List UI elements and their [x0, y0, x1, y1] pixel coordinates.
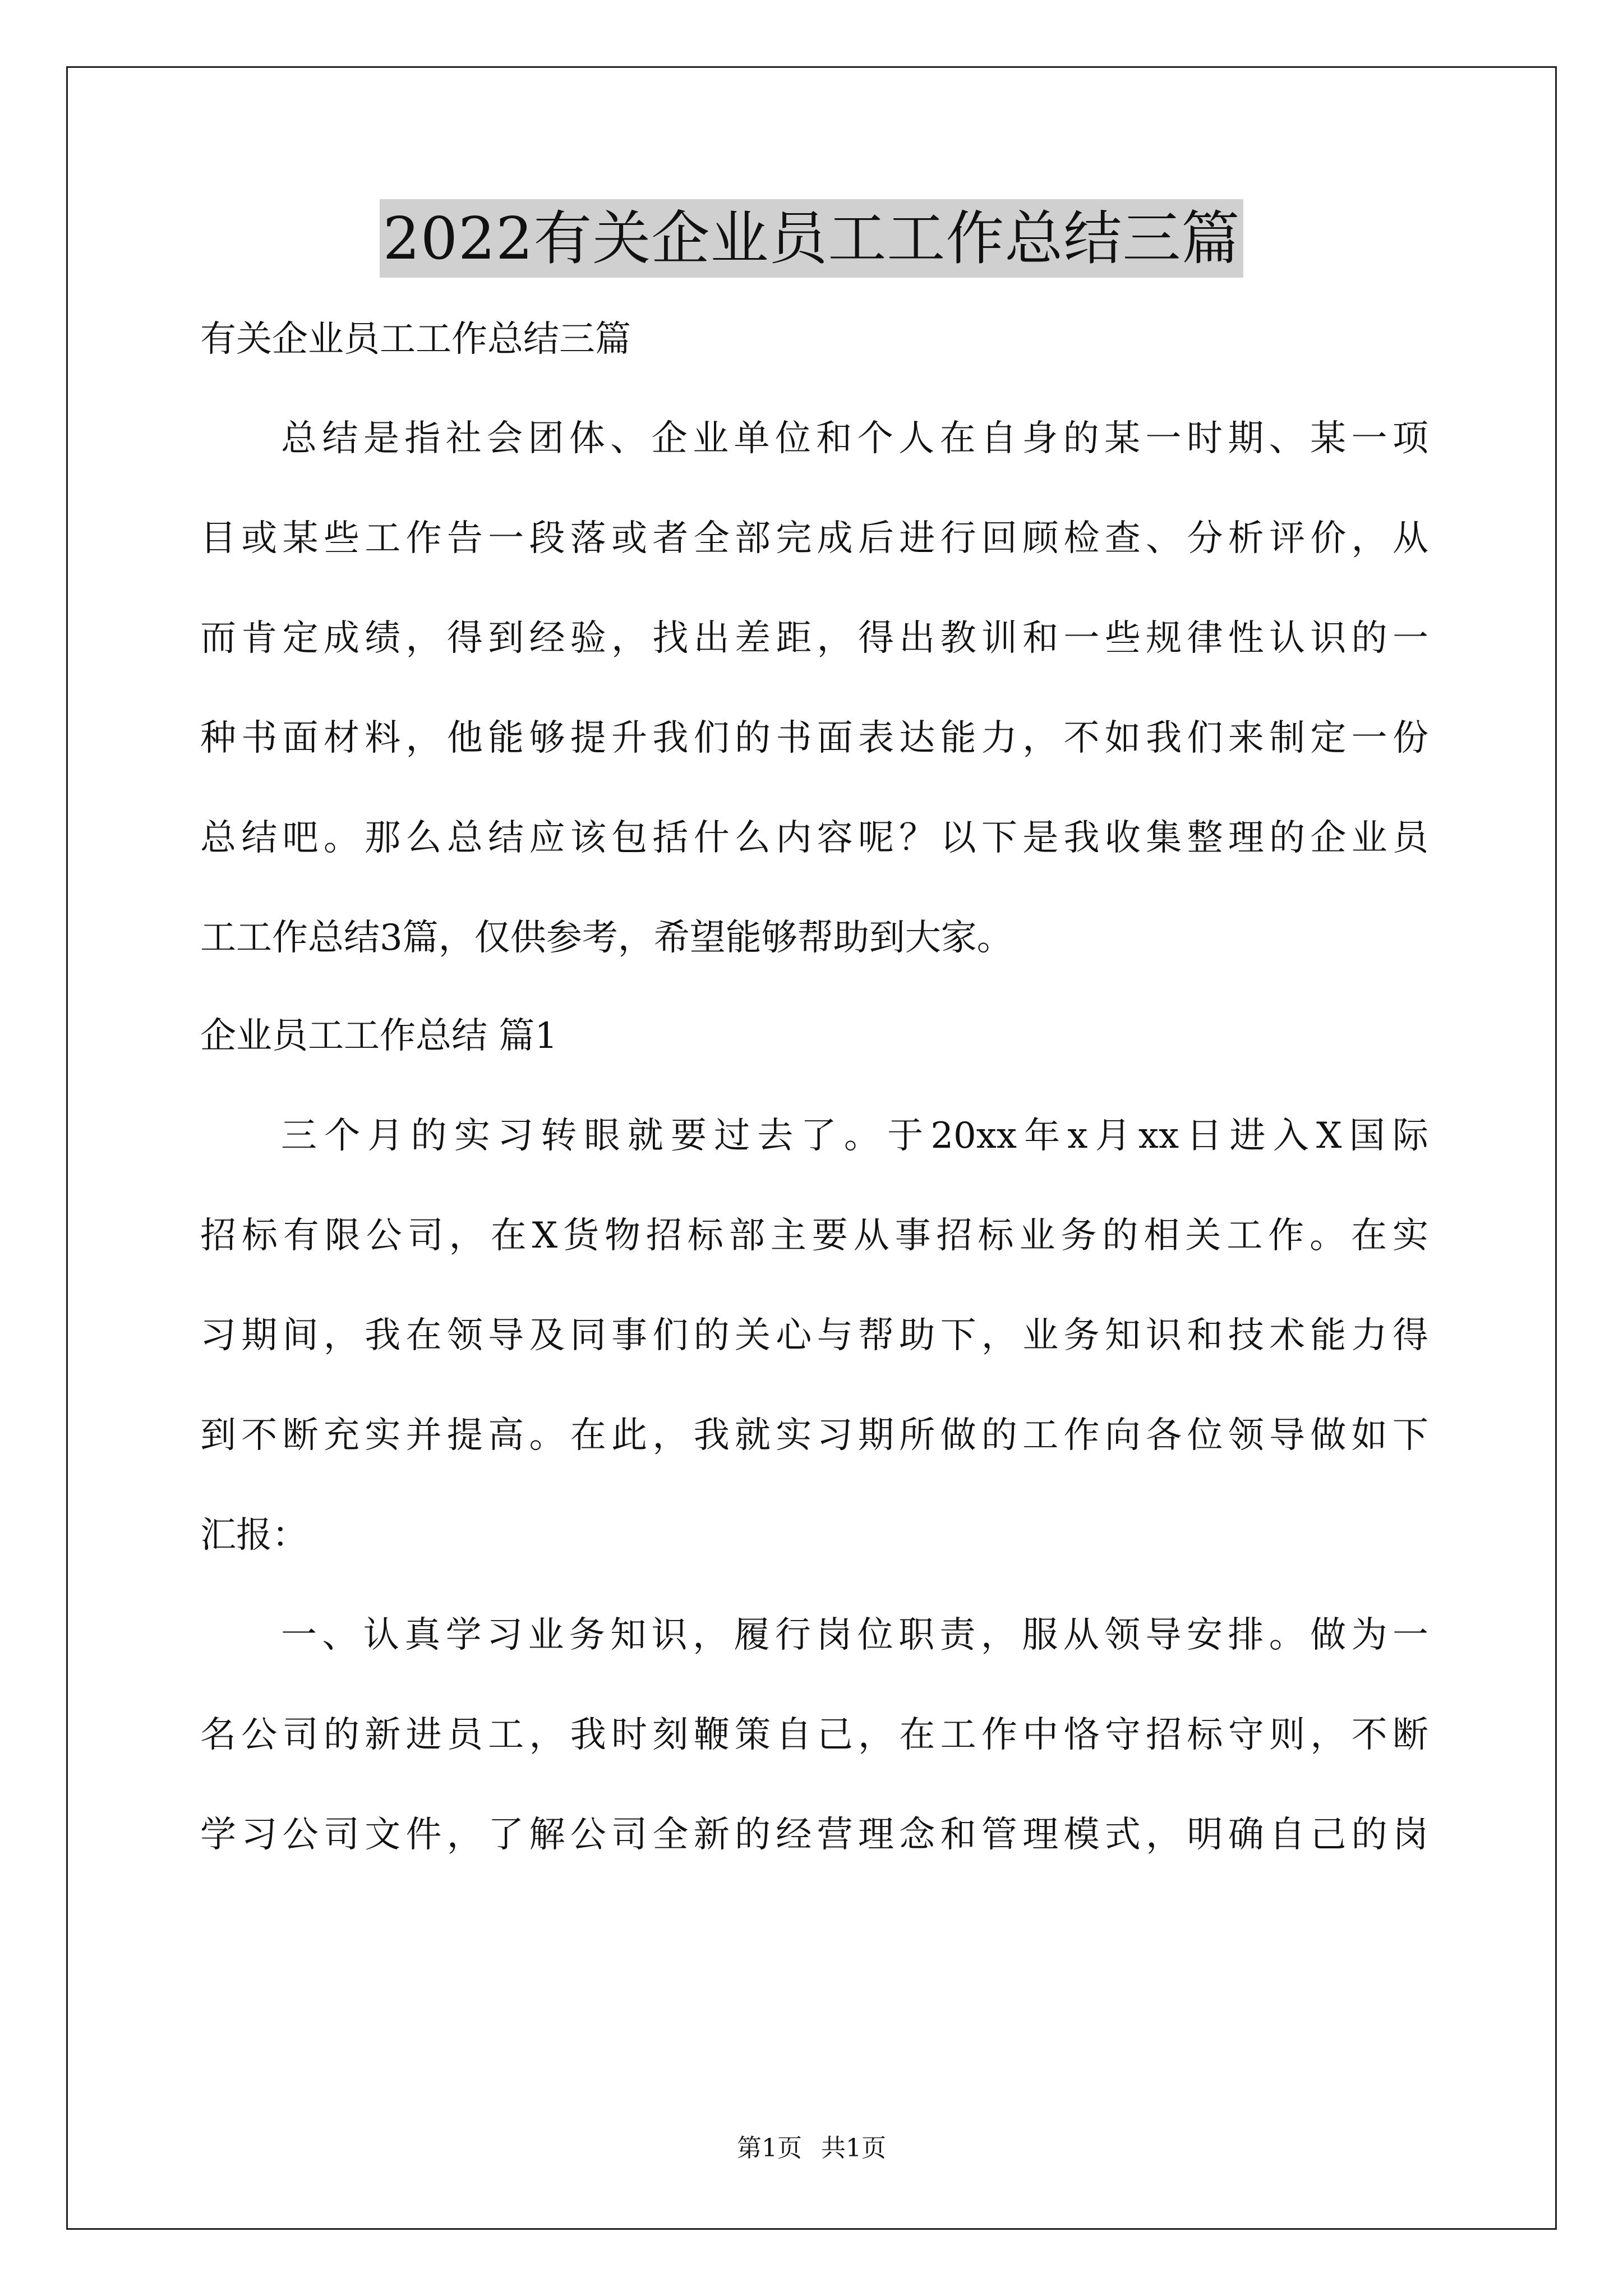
paragraph-line: 工工作总结3篇，仅供参考，希望能够帮助到大家。	[200, 917, 1013, 959]
paragraph-line: 三个月的实习转眼就要过去了。于20xx年x月xx日进入X国际	[281, 1115, 1428, 1157]
paragraph-line: 汇报：	[200, 1515, 308, 1556]
paragraph-line: 目或某些工作告一段落或者全部完成后进行回顾检查、分析评价，从	[200, 518, 1428, 559]
paragraph-line: 种书面材料，他能够提升我们的书面表达能力，不如我们来制定一份	[200, 717, 1428, 759]
paragraph-line: 到不断充实并提高。在此，我就实习期所做的工作向各位领导做如下	[200, 1415, 1428, 1456]
paragraph-line: 学习公司文件，了解公司全新的经营理念和管理模式，明确自己的岗	[200, 1814, 1428, 1856]
subtitle-line: 有关企业员工工作总结三篇	[200, 319, 631, 360]
paragraph-line: 名公司的新进员工，我时刻鞭策自己，在工作中恪守招标守则，不断	[200, 1714, 1428, 1756]
paragraph-line: 招标有限公司，在X货物招标部主要从事招标业务的相关工作。在实	[200, 1215, 1428, 1257]
paragraph-line: 总结吧。那么总结应该包括什么内容呢？以下是我收集整理的企业员	[200, 817, 1428, 859]
section-heading: 企业员工工作总结 篇1	[200, 1015, 558, 1057]
page-footer	[0, 2132, 1623, 2165]
paragraph-line: 而肯定成绩，得到经验，找出差距，得出教训和一些规律性认识的一	[200, 618, 1428, 659]
document-title: 2022有关企业员工工作总结三篇	[380, 199, 1244, 278]
paragraph-line: 总结是指社会团体、企业单位和个人在自身的某一时期、某一项	[281, 418, 1428, 459]
paragraph-line: 习期间，我在领导及同事们的关心与帮助下，业务知识和技术能力得	[200, 1315, 1428, 1356]
page-number: 第1页	[737, 2134, 802, 2162]
paragraph-line: 一、认真学习业务知识，履行岗位职责，服从领导安排。做为一	[281, 1614, 1428, 1656]
page-total: 共1页	[821, 2134, 886, 2162]
title-container	[0, 199, 1623, 278]
